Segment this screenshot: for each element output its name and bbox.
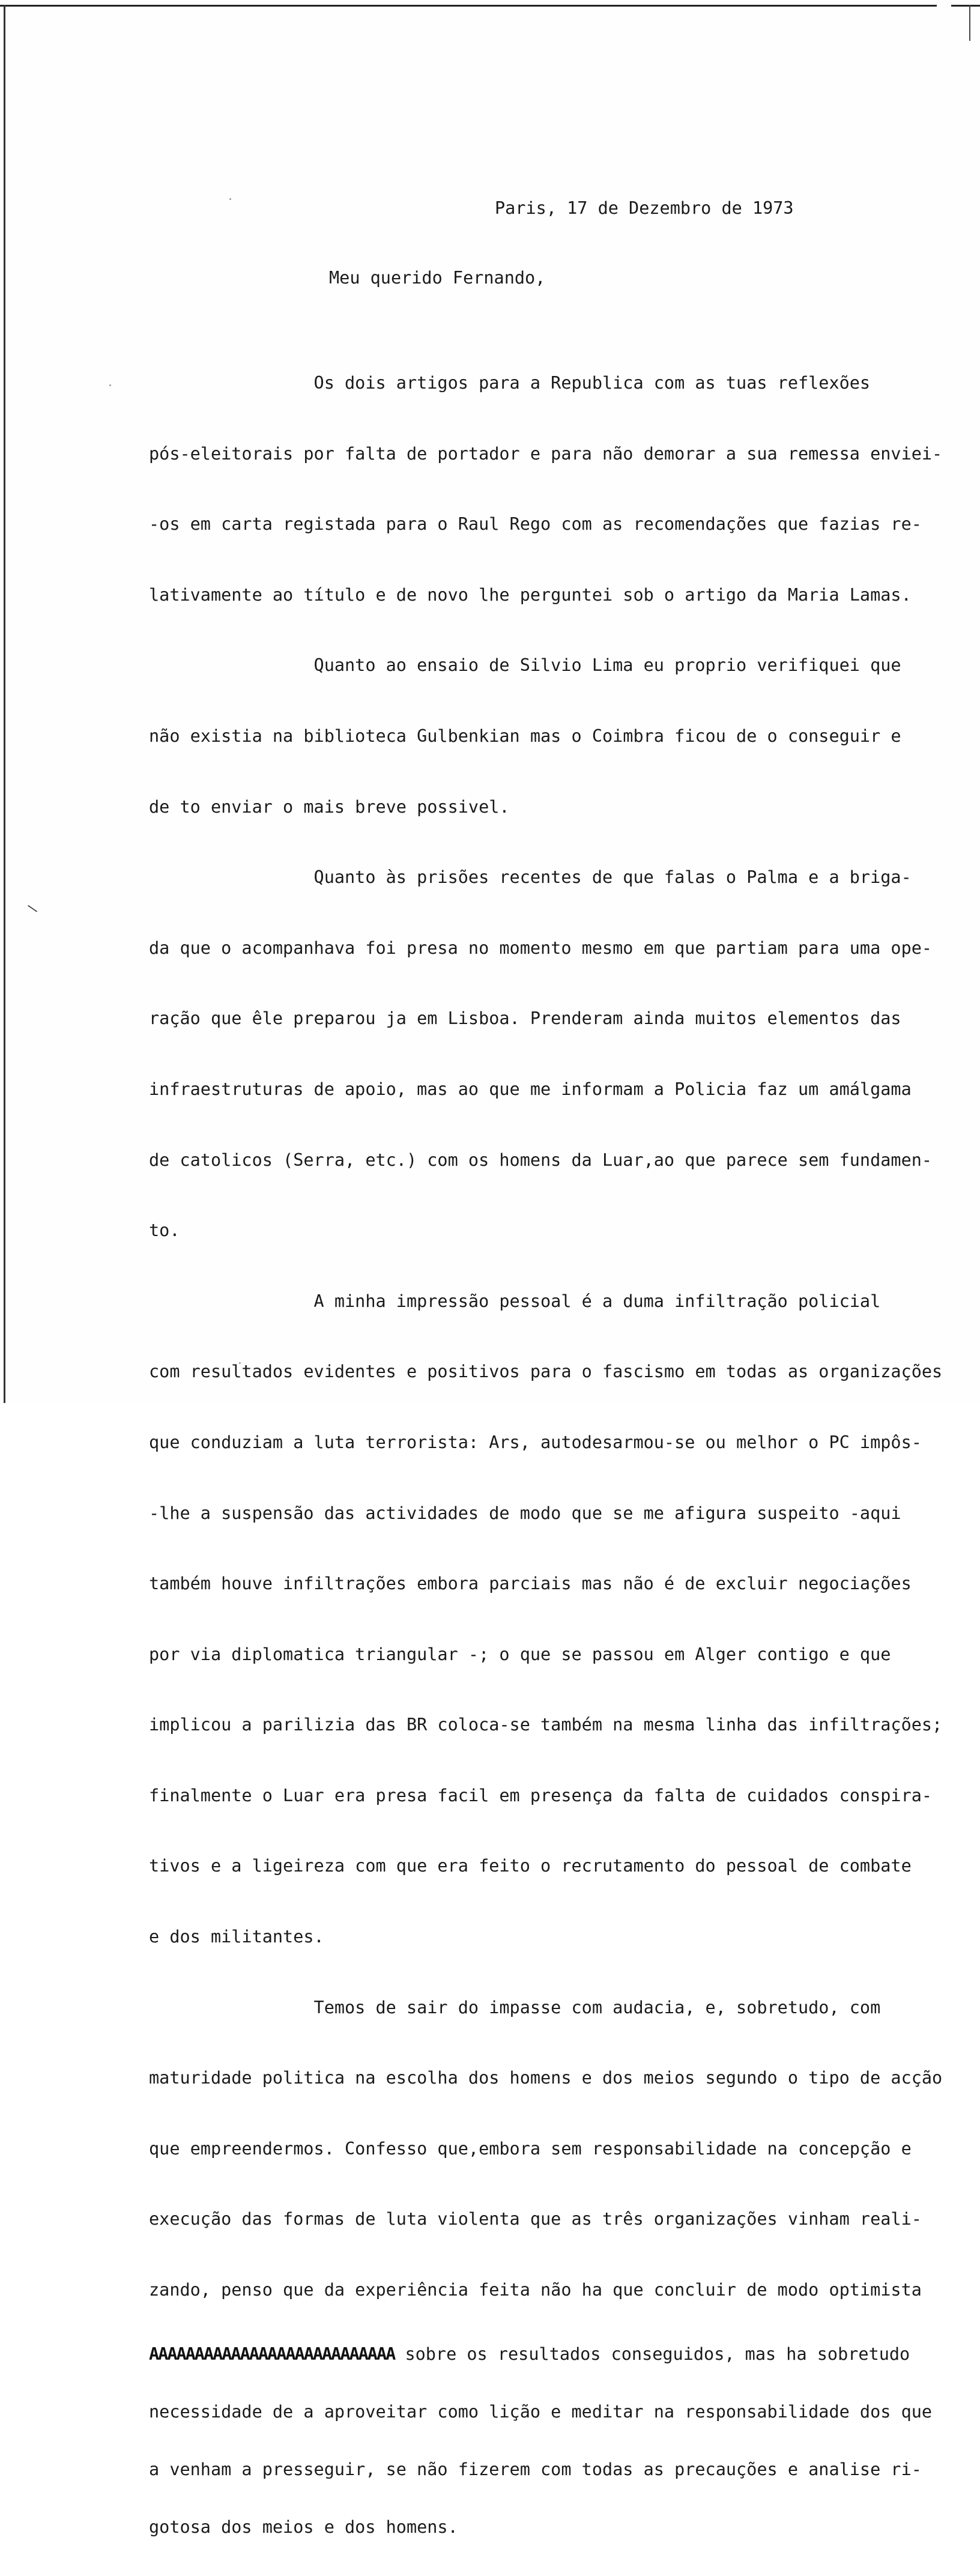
body-line: finalmente o Luar era presa facil em presença da falta de cuidados conspira-	[149, 1785, 933, 1805]
body-line: necessidade de a aproveitar como lição e meditar na responsabilidade dos que	[149, 2401, 933, 2422]
body-line: -os em carta registada para o Raul Rego com as recomendações que fazias re-	[149, 514, 922, 535]
page-edge-right	[969, 5, 970, 41]
body-line-with-strikeout	[149, 2345, 942, 2363]
body-line-tail: sobre os resultados conseguidos, mas ha sobretudo	[395, 2344, 910, 2364]
body-line: com resultados evidentes e positivos para o fascismo em todas as organizações	[149, 1362, 943, 1382]
body-line: Quanto ao ensaio de Silvio Lima eu proprio verifiquei que	[149, 655, 901, 676]
speck	[109, 384, 111, 386]
body-line: A minha impressão pessoal é a duma infiltração policial	[149, 1291, 881, 1311]
body-line: tivos e a ligeireza com que era feito o recrutamento do pessoal de combate	[149, 1856, 912, 1876]
body-line: gotosa dos meios e dos homens.	[149, 2517, 458, 2537]
body-line: Os dois artigos para a Republica com as tuas reflexões	[149, 373, 871, 393]
body-line: de to enviar o mais breve possivel.	[149, 796, 510, 817]
body-line: a venham a presseguir, se não fizerem com todas as precauções e analise ri-	[149, 2459, 922, 2479]
body-line: e dos militantes.	[149, 1927, 324, 1947]
body-line: -lhe a suspensão das actividades de modo que se me afigura suspeito -aqui	[149, 1503, 901, 1523]
body-line: Quanto às prisões recentes de que falas o Palma e a briga-	[149, 867, 912, 888]
body-line: maturidade politica na escolha dos homens e dos meios segundo o tipo de acção	[149, 2068, 943, 2088]
body-line: ração que êle preparou ja em Lisboa. Prenderam ainda muitos elementos das	[149, 1008, 901, 1029]
struck-out-text: AAAAAAAAAAAAAAAAAAAAAAAAAAA	[149, 2344, 395, 2364]
body-line: execução das formas de luta violenta que as três organizações vinham reali-	[149, 2209, 922, 2229]
dateline: Paris, 17 de Dezembro de 1973	[495, 198, 794, 218]
page-edge-left	[4, 5, 5, 1403]
body-line: por via diplomatica triangular -; o que se passou em Alger contigo e que	[149, 1644, 891, 1664]
body-line: infraestruturas de apoio, mas ao que me informam a Policia faz um amálgama	[149, 1079, 912, 1099]
body-line: não existia na biblioteca Gulbenkian mas o Coimbra ficou de o conseguir e	[149, 726, 901, 746]
letter-body	[149, 328, 942, 2576]
page-edge-top-right	[951, 5, 980, 7]
body-line: que conduziam a luta terrorista: Ars, autodesarmou-se ou melhor o PC impôs-	[149, 1432, 922, 1452]
body-line: pós-eleitorais por falta de portador e para não demorar a sua remessa enviei-	[149, 443, 943, 464]
body-line: zando, penso que da experiência feita não ha que concluir de modo optimista	[149, 2280, 922, 2300]
body-line: de catolicos (Serra, etc.) com os homens da Luar,ao que parece sem fundamen-	[149, 1150, 933, 1170]
body-line: também houve infiltrações embora parciais mas não é de excluir negociações	[149, 1574, 912, 1594]
page-edge-top	[0, 5, 937, 7]
body-line: to.	[149, 1220, 180, 1241]
body-line: Temos de sair do impasse com audacia, e, sobretudo, com	[149, 1997, 881, 2017]
pencil-mark: \	[25, 900, 40, 917]
body-line: implicou a parilizia das BR coloca-se também na mesma linha das infiltrações;	[149, 1715, 943, 1735]
speck	[229, 198, 231, 200]
salutation: Meu querido Fernando,	[329, 268, 546, 288]
body-line: da que o acompanhava foi presa no momento mesmo em que partiam para uma ope-	[149, 938, 933, 958]
body-line: lativamente ao título e de novo lhe perguntei sob o artigo da Maria Lamas.	[149, 584, 912, 605]
body-line: que empreendermos. Confesso que,embora sem responsabilidade na concepção e	[149, 2138, 912, 2159]
